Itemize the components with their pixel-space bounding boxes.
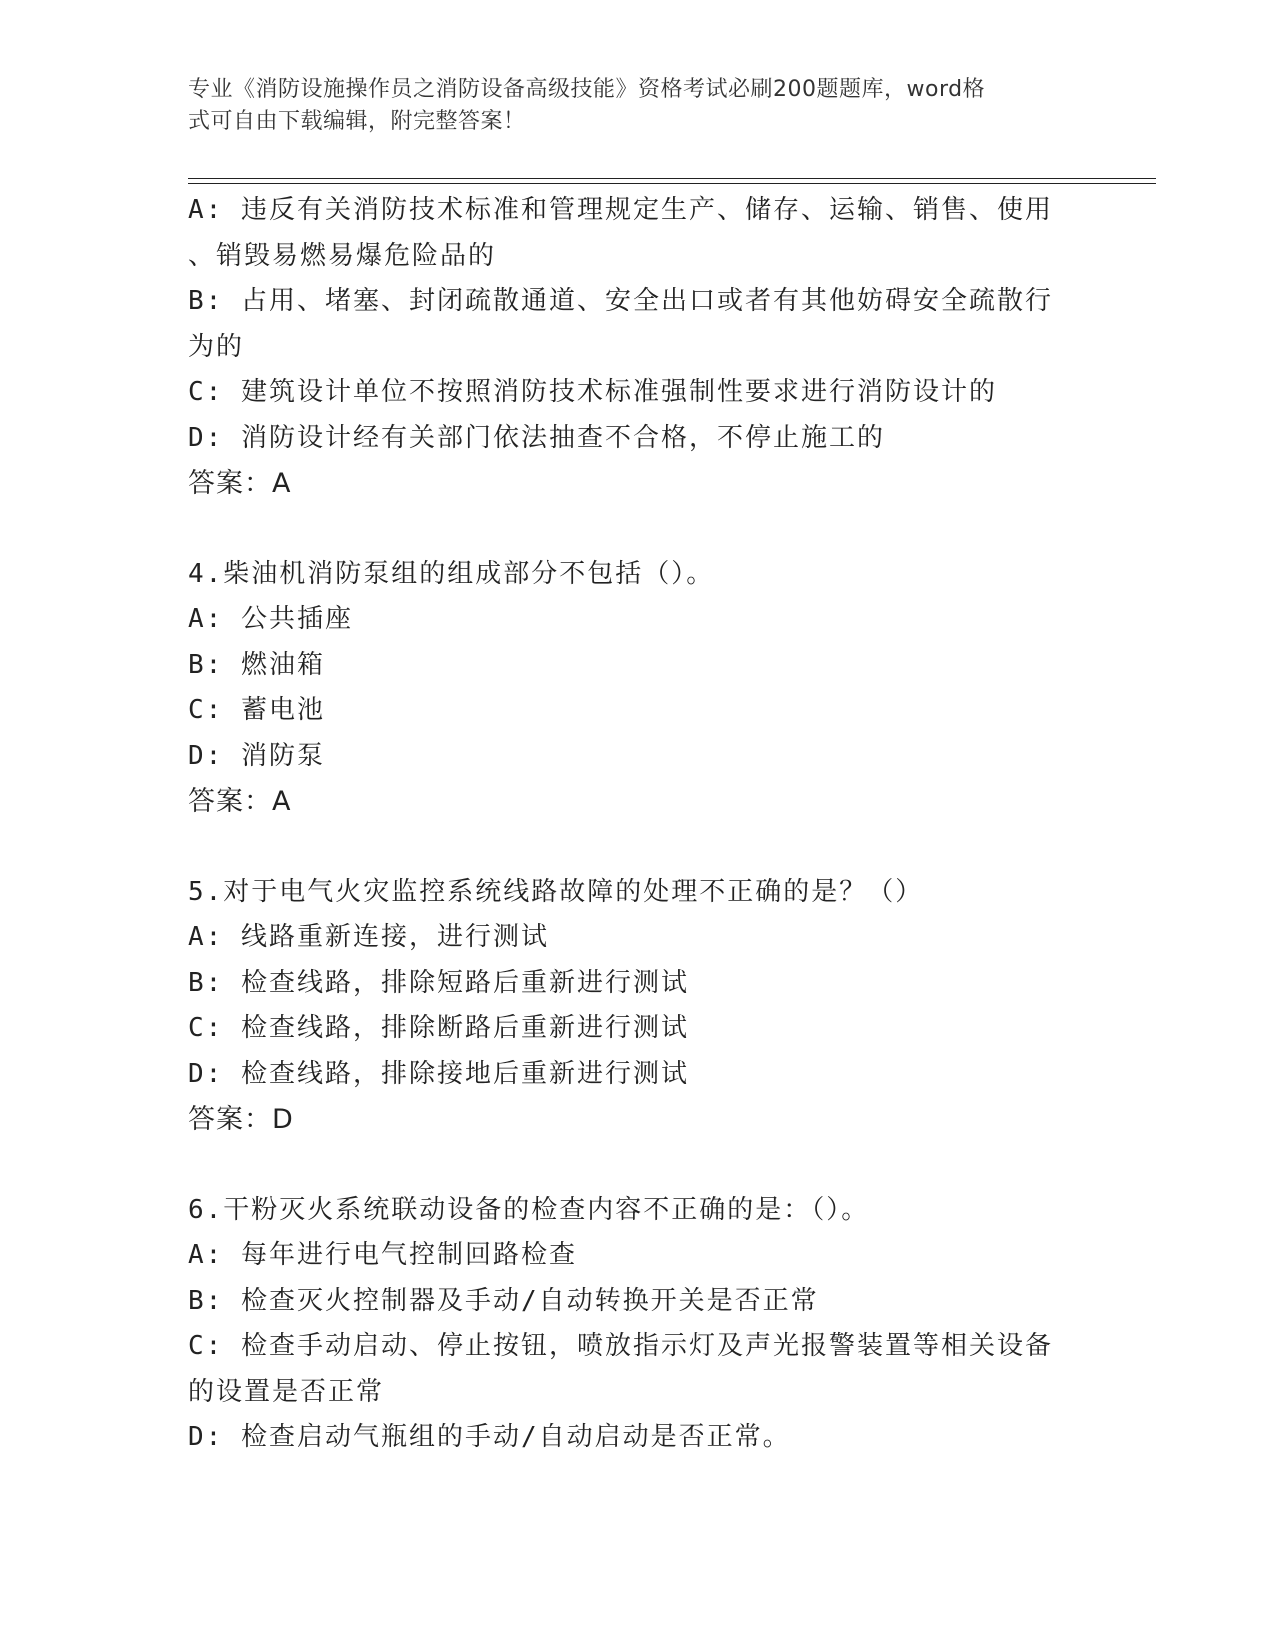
option-b: B: 检查线路，排除短路后重新进行测试 [188,967,689,998]
answer-line: 答案：A [188,786,292,817]
option-c: C: 蓄电池 [188,695,325,725]
answer-line: 答案：A [188,468,292,499]
option-c: C: 检查手动启动、停止按钮，喷放指示灯及声光报警装置等相关设备 [188,1331,1053,1361]
option-a: A: 每年进行电气控制回路检查 [188,1240,577,1270]
document-header [188,74,1068,138]
question-3-options [188,188,1088,507]
question-list [188,188,1088,1461]
option-a: A: 违反有关消防技术标准和管理规定生产、储存、运输、销售、使用 [188,195,1053,225]
option-d: D: 消防泵 [188,740,325,771]
option-d: D: 检查启动气瓶组的手动/自动启动是否正常。 [188,1422,791,1452]
answer-line: 答案：D [188,1104,294,1135]
option-d: D: 消防设计经有关部门依法抽查不合格，不停止施工的 [188,422,885,453]
option-a-continued: 、销毁易燃易爆危险品的 [188,240,497,271]
option-b: B: 燃油箱 [188,649,325,680]
header-line-1: 专业《消防设施操作员之消防设备高级技能》资格考试必刷200题题库，word格 [188,77,986,102]
option-b: B: 检查灭火控制器及手动/自动转换开关是否正常 [188,1285,819,1316]
question-6 [188,1188,1088,1461]
question-4 [188,552,1088,825]
header-divider [188,178,1156,184]
option-c: C: 检查线路，排除断路后重新进行测试 [188,1013,689,1043]
option-a: A: 公共插座 [188,604,353,634]
option-d: D: 检查线路，排除接地后重新进行测试 [188,1058,689,1089]
header-line-2: 式可自由下载编辑，附完整答案！ [188,109,526,134]
option-c-continued: 的设置是否正常 [188,1376,385,1407]
option-b-continued: 为的 [188,331,245,362]
question-stem: 6.干粉灭火系统联动设备的检查内容不正确的是：（）。 [188,1194,870,1225]
question-stem: 5.对于电气火灾监控系统线路故障的处理不正确的是？（） [188,876,924,907]
option-c: C: 建筑设计单位不按照消防技术标准强制性要求进行消防设计的 [188,377,997,407]
question-5 [188,870,1088,1143]
question-stem: 4.柴油机消防泵组的组成部分不包括（）。 [188,558,715,589]
option-b: B: 占用、堵塞、封闭疏散通道、安全出口或者有其他妨碍安全疏散行 [188,286,1053,316]
option-a: A: 线路重新连接，进行测试 [188,922,549,952]
